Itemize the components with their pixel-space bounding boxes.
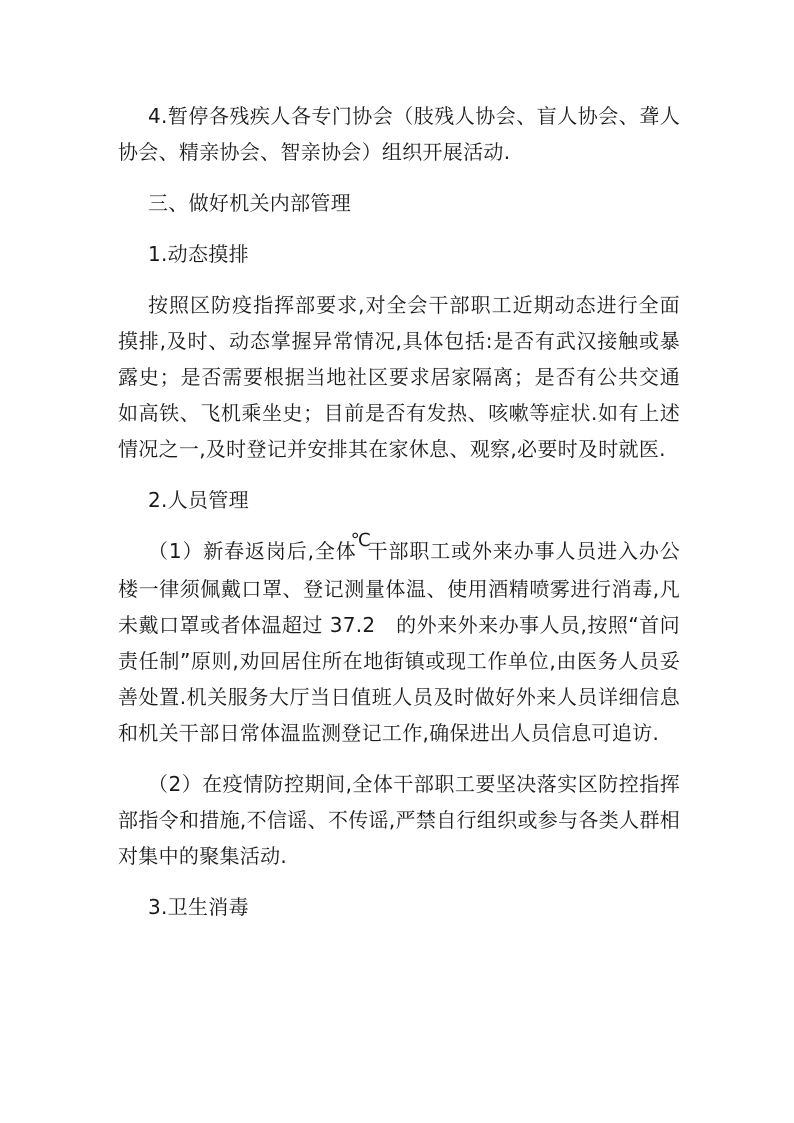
celsius-symbol: ℃ — [350, 530, 372, 551]
paragraph-screening-details: 按照区防疫指挥部要求,对全会干部职工近期动态进行全面摸排,及时、动态掌握异常情况,具体包括:是否有武汉接触或暴露史；是否需要根据当地社区要求居家隔离；是否有公共交通如高铁、飞机乘坐史；目前是否有发热、咳嗽等症状.如有上述情况之一,及时登记并安排其在家休息、观察,必要时及时就医. — [118, 293, 680, 461]
paragraph-epidemic-discipline: （2）在疫情防控期间,全体干部职工要坚决落实区防控指挥部指令和措施,不信谣、不传谣,严禁自行组织或参与各类人群相对集中的聚集活动. — [118, 772, 680, 868]
paragraph-return-to-work — [118, 530, 680, 751]
paragraph-return-to-work-start: （1）新春返岗后,全体 — [148, 539, 357, 563]
subheading-personnel-management: 2.人员管理 — [148, 488, 249, 512]
subheading-dynamic-screening: 1.动态摸排 — [148, 242, 249, 266]
paragraph-suspend-associations: 4.暂停各残疾人各专门协会（肢残人协会、盲人协会、聋人协会、精亲协会、智亲协会）组织开展活动. — [118, 104, 680, 164]
document-page — [118, 98, 680, 940]
heading-internal-management: 三、做好机关内部管理 — [148, 191, 351, 215]
paragraph-return-to-work-rest: 干部职工或外来办事人员进入办公楼一律须佩戴口罩、登记测量体温、使用酒精喷雾进行消毒,凡未戴口罩或者体温超过 37.2 的外来外来办事人员,按照“首问责任制”原则,劝回居住所在地街镇或现工作单位,由医务人员妥善处置.机关服务大厅当日值班人员及时做好外来人员详细信息和机关干部日常体温监测登记工作,确保进出人员信息可追访. — [118, 539, 680, 745]
subheading-sanitation: 3.卫生消毒 — [148, 895, 249, 919]
